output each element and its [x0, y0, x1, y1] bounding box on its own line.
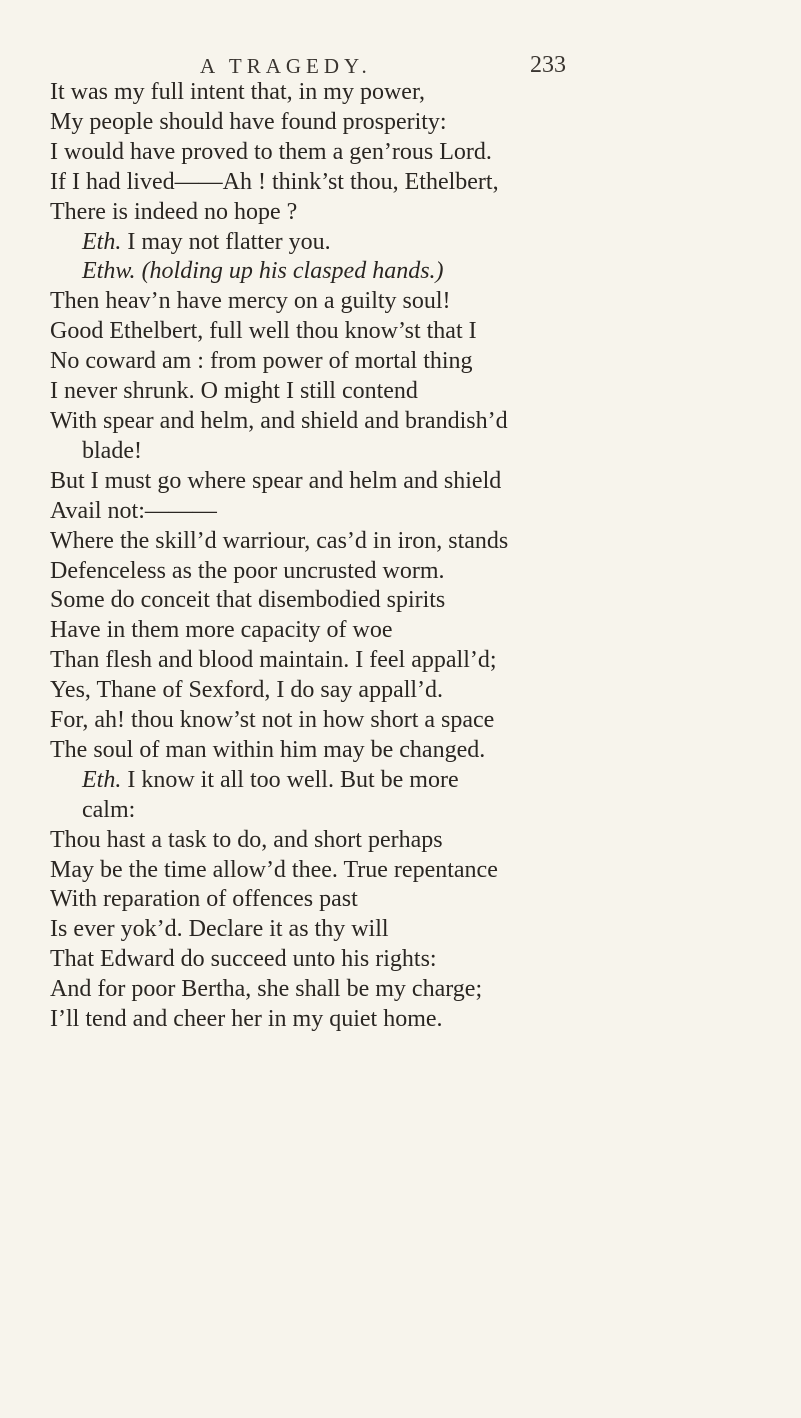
verse-line-continuation: calm: — [82, 796, 136, 823]
verse-line: Avail not:——— — [50, 497, 217, 524]
verse-line: Is ever yok’d. Declare it as thy will — [50, 916, 389, 943]
page-number: 233 — [530, 52, 566, 78]
verse-line: Thou hast a task to do, and short perhaps — [50, 826, 443, 853]
verse-line: Have in them more capacity of woe — [50, 617, 393, 644]
verse-line: I’ll tend and cheer her in my quiet home. — [50, 1006, 443, 1033]
stage-direction-line — [50, 257, 790, 287]
verse-line: May be the time allow’d thee. True repentance — [50, 856, 498, 883]
speaker-name: Eth. — [82, 228, 122, 255]
verse-line: Than flesh and blood maintain. I feel appall’d; — [50, 647, 497, 674]
speech-line: Eth. I know it all too well. But be more — [82, 766, 459, 793]
verse-line: With spear and helm, and shield and brandish’d — [50, 407, 508, 434]
verse-line: I would have proved to them a gen’rous Lord. — [50, 138, 492, 165]
verse-line: My people should have found prosperity: — [50, 108, 447, 135]
verse-line: It was my full intent that, in my power, — [50, 79, 425, 105]
verse-line-continuation: blade! — [82, 437, 142, 464]
verse-line: Good Ethelbert, full well thou know’st that I — [50, 318, 477, 345]
verse-line: Defenceless as the poor uncrusted worm. — [50, 557, 445, 584]
verse-line: But I must go where spear and helm and shield — [50, 467, 502, 494]
stage-direction: (holding up his clasped hands.) — [135, 258, 444, 285]
verse-line: The soul of man within him may be changed. — [50, 736, 486, 763]
verse-line: Where the skill’d warriour, cas’d in iron, stands — [50, 527, 509, 554]
verse-line: I never shrunk. O might I still contend — [50, 378, 418, 405]
verse-line: With reparation of offences past — [50, 886, 358, 913]
verse-line: And for poor Bertha, she shall be my charge; — [50, 976, 483, 1003]
verse-line: That Edward do succeed unto his rights: — [50, 946, 437, 973]
verse-line: For, ah! thou know’st not in how short a space — [50, 707, 495, 734]
verse-line: Then heav’n have mercy on a guilty soul! — [50, 288, 451, 315]
speaker-name: Ethw. — [82, 258, 136, 285]
verse-line: Some do conceit that disembodied spirits — [50, 587, 446, 614]
speech-line: Eth. I may not flatter you. — [82, 228, 331, 255]
verse-line: No coward am : from power of mortal thing — [50, 348, 473, 375]
speaker-name: Eth. — [82, 766, 122, 793]
running-title: A TRAGEDY. — [200, 54, 372, 78]
verse-line: Yes, Thane of Sexford, I do say appall’d. — [50, 677, 444, 704]
verse-line: There is indeed no hope ? — [50, 198, 298, 225]
verse-line: If I had lived——Ah ! think’st thou, Ethelbert, — [50, 168, 499, 195]
verse-text — [50, 78, 790, 1035]
